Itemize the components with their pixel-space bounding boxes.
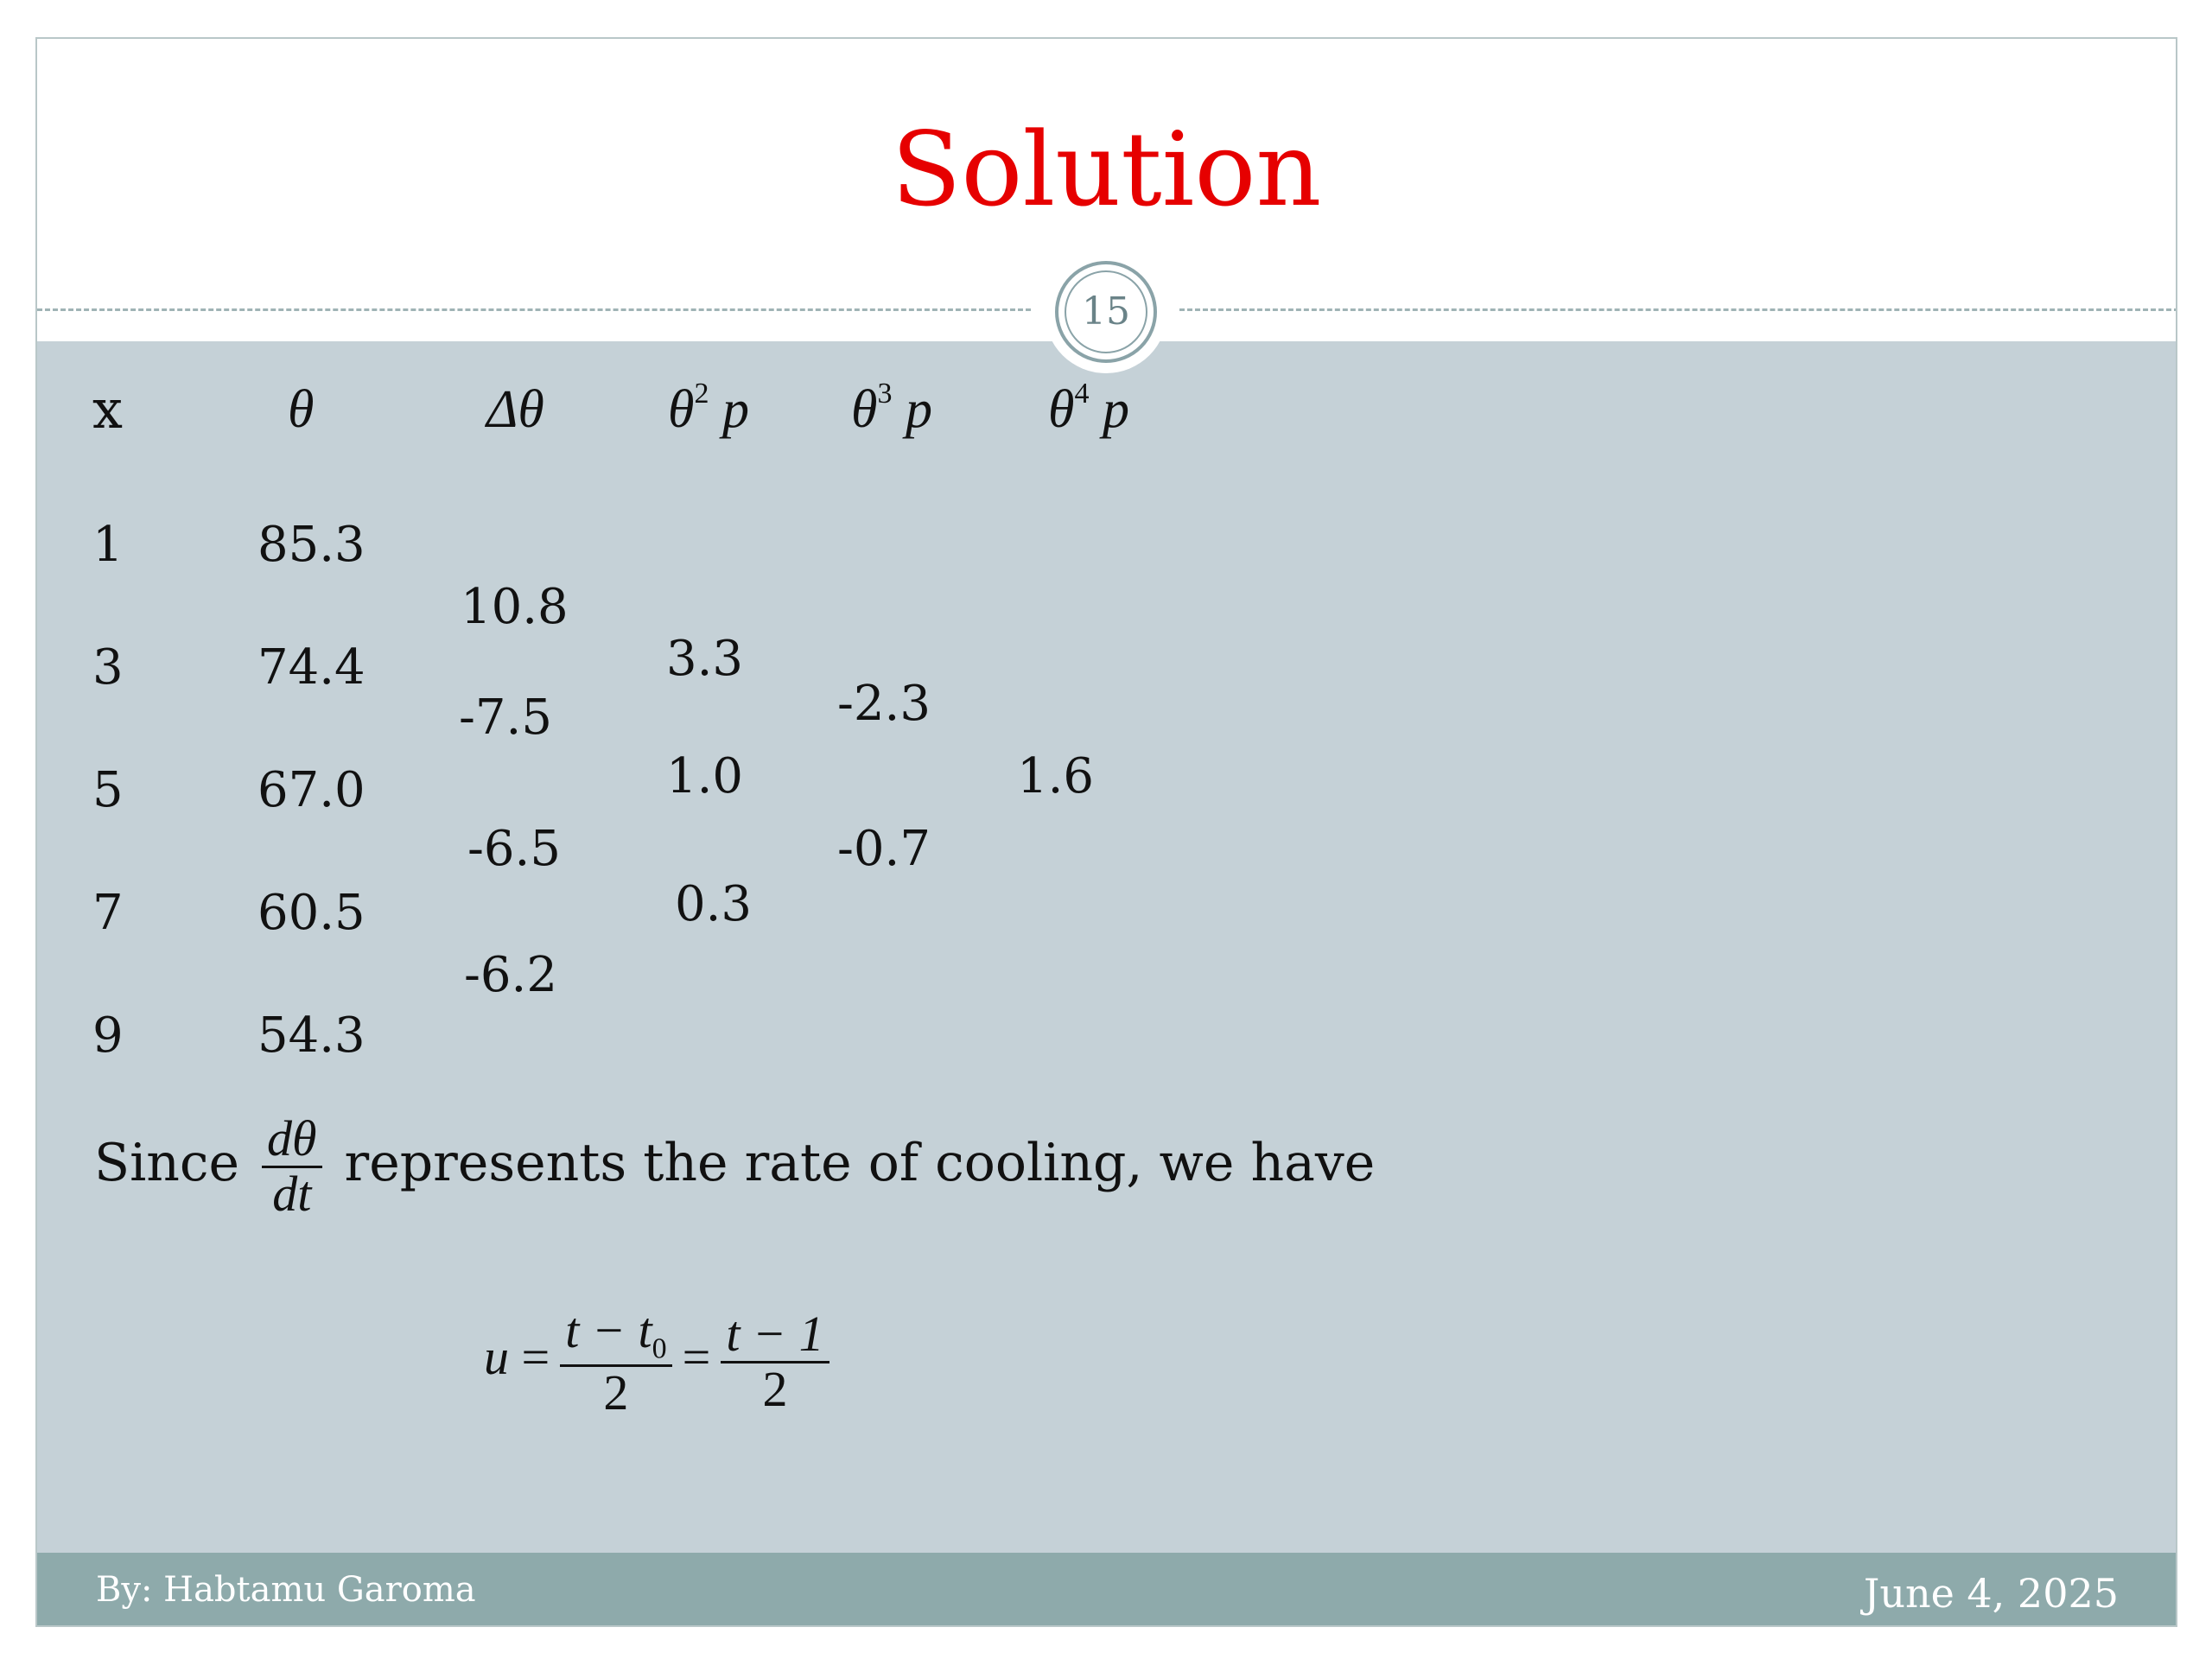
header-fourth-difference: $\theta^4$ p (1048, 378, 1129, 439)
second-difference: 0.3 (675, 876, 753, 932)
x-value: 5 (92, 762, 124, 818)
derivative-fraction (262, 1110, 322, 1222)
x-value: 9 (92, 1007, 124, 1064)
slide-footer (37, 1553, 2176, 1627)
x-value: 1 (92, 517, 124, 573)
derivative-denominator: dt (272, 1165, 312, 1222)
fraction-1-denominator: 2 (603, 1364, 629, 1421)
theta-value: 60.5 (257, 885, 365, 941)
equals-sign: = (521, 1328, 550, 1385)
header-x: x (92, 378, 123, 441)
header-delta-theta: Δθ (486, 380, 544, 439)
formula-fraction-1 (560, 1302, 671, 1421)
page-number-badge (1055, 261, 1157, 363)
x-value: 7 (92, 885, 124, 941)
formula-fraction-2 (721, 1308, 829, 1416)
slide (35, 37, 2177, 1627)
first-difference: -6.5 (467, 821, 561, 877)
first-difference: -7.5 (459, 690, 552, 746)
header-second-difference: $\theta^2$ p (668, 378, 749, 439)
formula-lhs: u (484, 1328, 509, 1385)
fraction-1-numerator: $t - t_0$ (560, 1305, 671, 1367)
rate-of-cooling-statement (94, 1110, 1376, 1222)
fraction-2-denominator: 2 (762, 1361, 788, 1418)
fourth-difference: 1.6 (1017, 748, 1095, 804)
theta-value: 54.3 (257, 1007, 365, 1064)
theta-value: 67.0 (257, 762, 365, 818)
theta-value: 74.4 (257, 639, 365, 696)
first-difference: 10.8 (461, 579, 569, 635)
since-word: Since (94, 1132, 240, 1193)
derivative-numerator: dθ (262, 1113, 322, 1168)
third-difference: -2.3 (837, 676, 931, 732)
page-number: 15 (1065, 270, 1147, 353)
footer-author: By: Habtamu Garoma (96, 1570, 476, 1610)
header-third-difference: $\theta^3$ p (851, 378, 932, 439)
sentence-text: represents the rate of cooling, we have (344, 1132, 1376, 1193)
third-difference: -0.7 (837, 821, 931, 877)
header-divider-left (37, 308, 1031, 311)
second-difference: 1.0 (666, 748, 744, 804)
u-formula (484, 1302, 840, 1421)
equals-sign: = (682, 1328, 711, 1385)
footer-date: June 4, 2025 (1863, 1570, 2119, 1617)
second-difference: 3.3 (666, 631, 744, 687)
fraction-2-numerator: t − 1 (721, 1308, 829, 1363)
theta-value: 85.3 (257, 517, 365, 573)
header-theta: θ (288, 380, 315, 439)
x-value: 3 (92, 639, 124, 696)
header-divider-right (1179, 308, 2177, 311)
slide-title: Solution (891, 110, 1322, 229)
first-difference: -6.2 (464, 947, 557, 1003)
